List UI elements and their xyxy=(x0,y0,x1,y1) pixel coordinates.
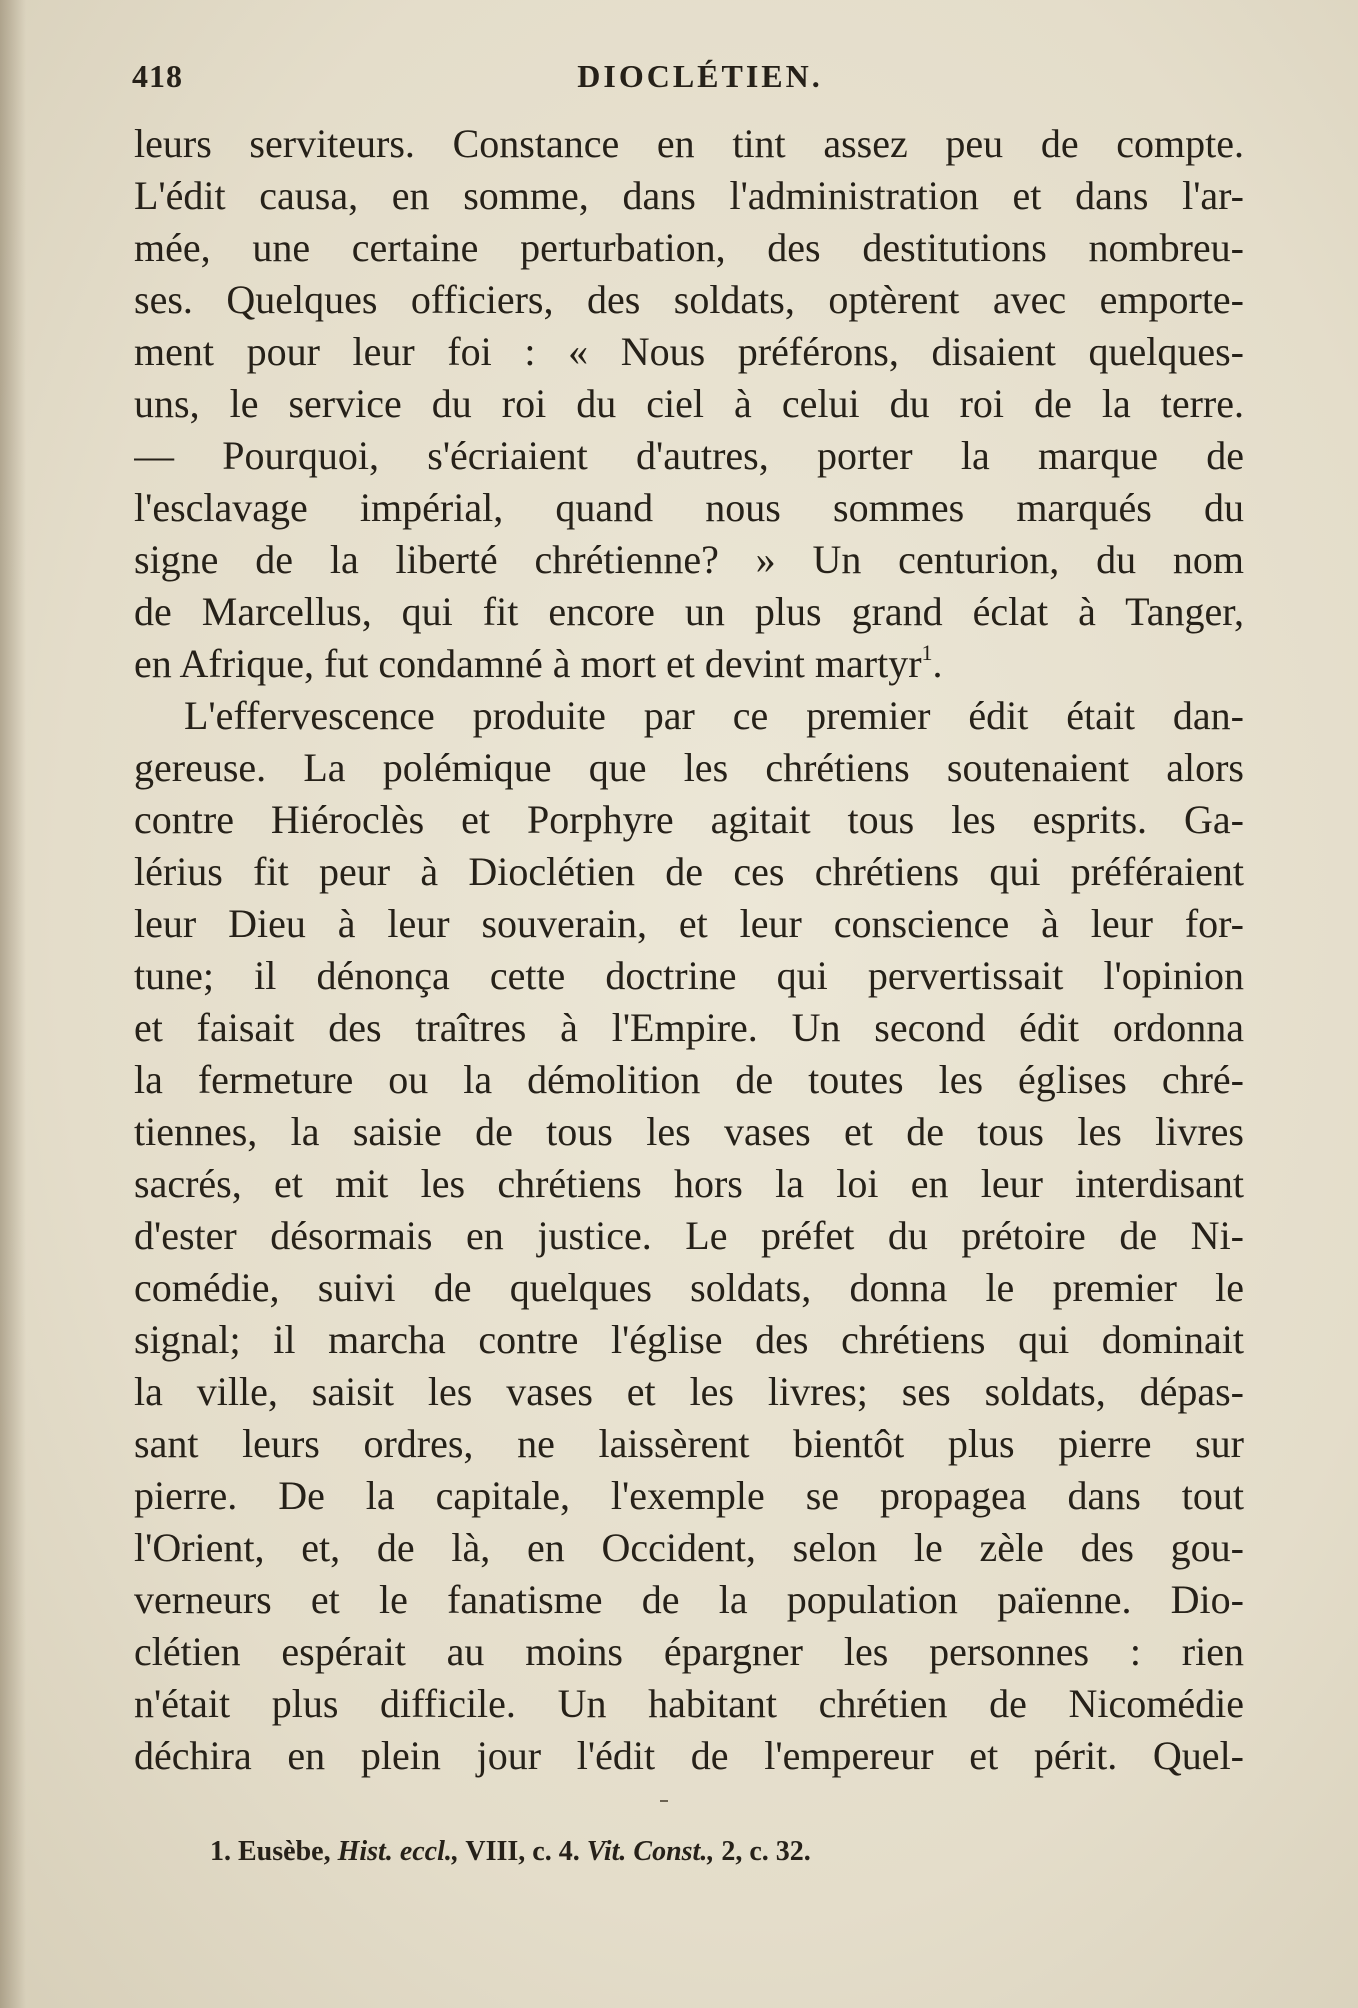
footnote-work-vit-const: Vit. Const., xyxy=(586,1836,715,1867)
text-line: ses. Quelques officiers, des soldats, optèrent avec emporte- xyxy=(134,277,1244,322)
text-line: mée, une certaine perturbation, des destitutions nombreu- xyxy=(134,225,1244,270)
text-line: — Pourquoi, s'écriaient d'autres, porter la marque de xyxy=(134,433,1244,478)
text-line-content: en Afrique, fut condamné à mort et devint martyr xyxy=(134,641,922,686)
binding-shadow xyxy=(0,0,26,2008)
text-line-paragraph-end xyxy=(134,638,1244,690)
footnote-number: 1. xyxy=(210,1836,231,1867)
text-line: contre Hiéroclès et Porphyre agitait tous les esprits. Ga- xyxy=(134,797,1244,842)
text-line: gereuse. La polémique que les chrétiens soutenaient alors xyxy=(134,745,1244,790)
footnote-marker: 1 xyxy=(921,640,933,665)
footnote-work-hist-eccl: Hist. eccl., xyxy=(337,1836,459,1867)
text-line: ment pour leur foi : « Nous préférons, disaient quelques- xyxy=(134,329,1244,374)
text-line: sant leurs ordres, ne laissèrent bientôt plus pierre sur xyxy=(134,1421,1244,1466)
page-header xyxy=(130,58,1250,108)
footnote-separator xyxy=(660,1800,668,1802)
footnote xyxy=(210,1836,1210,1868)
text-line: leur Dieu à leur souverain, et leur conscience à leur for- xyxy=(134,901,1244,946)
text-line: signe de la liberté chrétienne? » Un centurion, du nom xyxy=(134,537,1244,582)
body-text xyxy=(134,118,1244,1782)
text-line: d'ester désormais en justice. Le préfet du prétoire de Ni- xyxy=(134,1213,1244,1258)
text-line: n'était plus difficile. Un habitant chrétien de Nicomédie xyxy=(134,1681,1244,1726)
text-line: lérius fit peur à Dioclétien de ces chrétiens qui préféraient xyxy=(134,849,1244,894)
text-line: tune; il dénonça cette doctrine qui pervertissait l'opinion xyxy=(134,953,1244,998)
text-line: déchira en plein jour l'édit de l'empereur et périt. Quel- xyxy=(134,1733,1244,1778)
footnote-ref-2: 2, c. 32. xyxy=(721,1836,811,1867)
text-line: verneurs et le fanatisme de la population païenne. Dio- xyxy=(134,1577,1244,1622)
text-line: clétien espérait au moins épargner les personnes : rien xyxy=(134,1629,1244,1674)
sentence-end: . xyxy=(932,641,943,686)
text-line: de Marcellus, qui fit encore un plus grand éclat à Tanger, xyxy=(134,589,1244,634)
text-line: signal; il marcha contre l'église des chrétiens qui dominait xyxy=(134,1317,1244,1362)
text-line: uns, le service du roi du ciel à celui du roi de la terre. xyxy=(134,381,1244,426)
footnote-ref-1: VIII, c. 4. xyxy=(465,1836,580,1867)
running-title: DIOCLÉTIEN. xyxy=(577,58,823,94)
text-line: l'Orient, et, de là, en Occident, selon le zèle des gou- xyxy=(134,1525,1244,1570)
text-line: et faisait des traîtres à l'Empire. Un second édit ordonna xyxy=(134,1005,1244,1050)
text-line: comédie, suivi de quelques soldats, donna le premier le xyxy=(134,1265,1244,1310)
text-line-paragraph-start: L'effervescence produite par ce premier édit était dan- xyxy=(184,693,1244,738)
text-line: tiennes, la saisie de tous les vases et de tous les livres xyxy=(134,1109,1244,1154)
text-line: leurs serviteurs. Constance en tint assez peu de compte. xyxy=(134,121,1244,166)
text-line: pierre. De la capitale, l'exemple se propagea dans tout xyxy=(134,1473,1244,1518)
text-line: la fermeture ou la démolition de toutes les églises chré- xyxy=(134,1057,1244,1102)
text-line: la ville, saisit les vases et les livres; ses soldats, dépas- xyxy=(134,1369,1244,1414)
page-number: 418 xyxy=(132,58,183,94)
footnote-author: Eusèbe, xyxy=(238,1836,331,1867)
text-line: L'édit causa, en somme, dans l'administration et dans l'ar- xyxy=(134,173,1244,218)
text-line: sacrés, et mit les chrétiens hors la loi en leur interdisant xyxy=(134,1161,1244,1206)
text-line: l'esclavage impérial, quand nous sommes marqués du xyxy=(134,485,1244,530)
